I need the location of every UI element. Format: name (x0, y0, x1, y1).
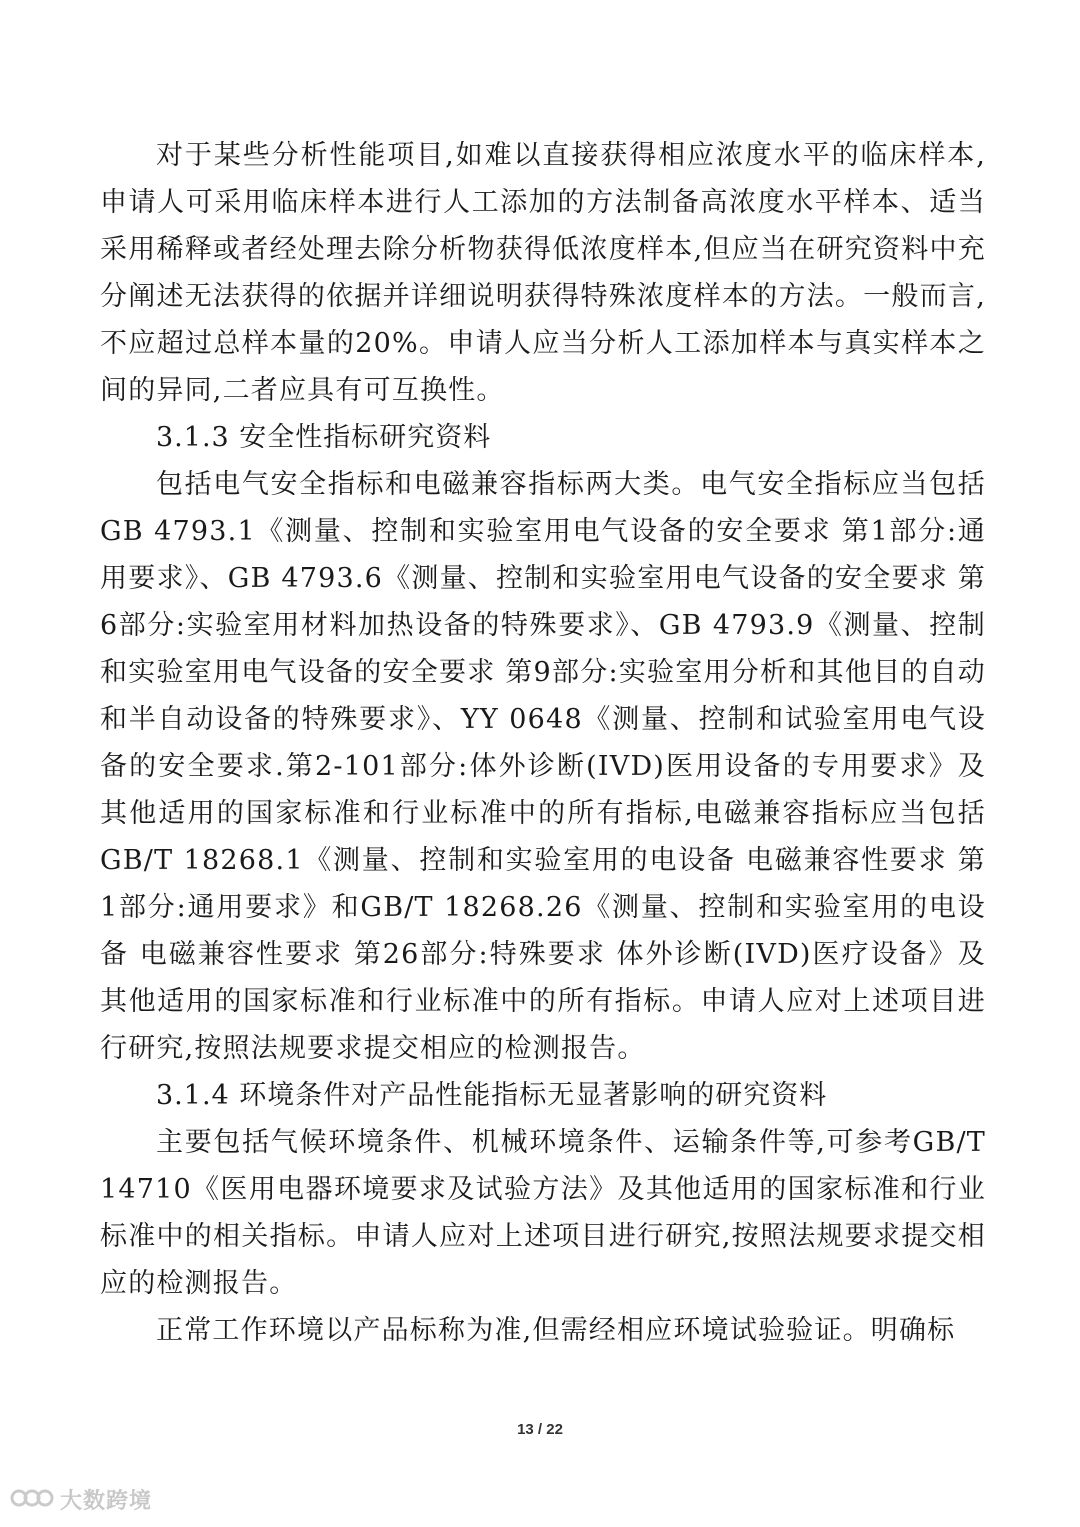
paragraph-safety-indicators: 包括电气安全指标和电磁兼容指标两大类。电气安全指标应当包括GB 4793.1《测量、控制和实验室用电气设备的安全要求 第1部分:通用要求》、GB 4793.6《测量、控制和实验室用电气设备的安全要求 第6部分:实验室用材料加热设备的特殊要求》、GB 4793.9《测量、控制和实验室用电气设备的安全要求 第9部分:实验室用分析和其他目的自动和半自动设备的特殊要求》、YY 0648《测量、控制和试验室用电气设备的安全要求.第2-101部分:体外诊断(IVD)医用设备的专用要求》及其他适用的国家标准和行业标准中的所有指标,电磁兼容指标应当包括GB/T 18268.1《测量、控制和实验室用的电设备 电磁兼容性要求 第1部分:通用要求》和GB/T 18268.26《测量、控制和实验室用的电设备 电磁兼容性要求 第26部分:特殊要求 体外诊断(IVD)医疗设备》及其他适用的国家标准和行业标准中的所有指标。申请人应对上述项目进行研究,按照法规要求提交相应的检测报告。 (100, 469, 986, 1064)
logo-icon (10, 1485, 54, 1515)
watermark-text: 大数跨境 (60, 1489, 153, 1514)
watermark (10, 1484, 152, 1515)
paragraph-sample-preparation: 对于某些分析性能项目,如难以直接获得相应浓度水平的临床样本,申请人可采用临床样本进行人工添加的方法制备高浓度水平样本、适当采用稀释或者经处理去除分析物获得低浓度样本,但应当在研究资料中充分阐述无法获得的依据并详细说明获得特殊浓度样本的方法。一般而言,不应超过总样本量的20%。申请人应当分析人工添加样本与真实样本之间的异同,二者应具有可互换性。 (100, 140, 986, 406)
paragraph-environment-conditions: 主要包括气候环境条件、机械环境条件、运输条件等,可参考GB/T 14710《医用电器环境要求及试验方法》及其他适用的国家标准和行业标准中的相关指标。申请人应对上述项目进行研究,按照法规要求提交相应的检测报告。 (100, 1127, 986, 1299)
section-heading-3-1-4: 3.1.4 环境条件对产品性能指标无显著影响的研究资料 (156, 1080, 828, 1111)
document-body (100, 132, 986, 1354)
page-number: 13 / 22 (517, 1421, 563, 1438)
paragraph-normal-environment: 正常工作环境以产品标称为准,但需经相应环境试验验证。明确标 (156, 1315, 956, 1346)
section-heading-3-1-3: 3.1.3 安全性指标研究资料 (156, 422, 492, 453)
